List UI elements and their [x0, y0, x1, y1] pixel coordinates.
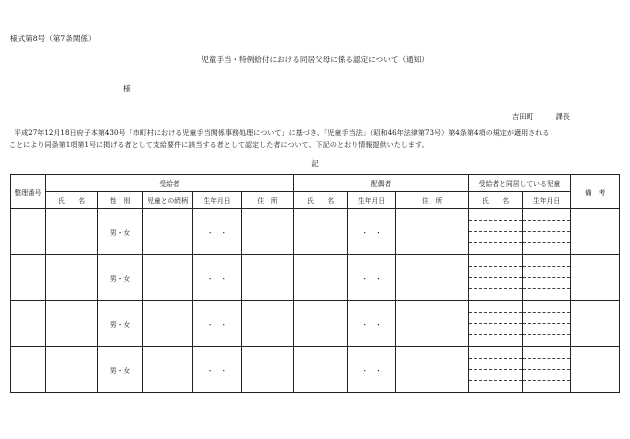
remarks-cell[interactable]: [571, 301, 620, 347]
subheader-spouse-name: 氏 名: [294, 192, 348, 209]
recipient-birth-cell[interactable]: ・ ・: [193, 255, 242, 301]
child-name-cell[interactable]: [469, 301, 523, 347]
header-recipient: 受給者: [46, 175, 294, 192]
subheader-child-birth: 生年月日: [523, 192, 571, 209]
recipient-address-cell[interactable]: [242, 301, 294, 347]
serial-cell[interactable]: [11, 347, 46, 393]
child-birth-cell[interactable]: [523, 347, 571, 393]
sender-town: 吉田町: [512, 112, 534, 121]
header-spouse: 配偶者: [294, 175, 469, 192]
header-child: 受給者と同居している児童: [469, 175, 571, 192]
subheader-recipient-relation: 児童との続柄: [143, 192, 193, 209]
header-serial: 整理番号: [11, 175, 46, 209]
body-line-2: ことにより同条第1項第1号に掲げる者として支給要件に該当する者として認定した者について、下記のとおり情報提供いたします。: [9, 140, 429, 149]
table-row: [11, 301, 620, 347]
recipient-address-cell[interactable]: [242, 255, 294, 301]
spouse-address-cell[interactable]: [396, 347, 469, 393]
recipient-birth-cell[interactable]: ・ ・: [193, 301, 242, 347]
spouse-name-cell[interactable]: [294, 301, 348, 347]
recipient-birth-cell[interactable]: ・ ・: [193, 347, 242, 393]
sender-title: 課長: [555, 112, 570, 121]
subheader-recipient-address: 住 所: [242, 192, 294, 209]
body-line-1: 平成27年12月18日府子本第430号「市町村における児童手当関係事務処理について」に基づき、「児童手当法」（昭和46年法律第73号）第4条第4項の規定が適用される: [14, 128, 550, 137]
recipient-name-cell[interactable]: [46, 347, 98, 393]
recipient-birth-cell[interactable]: ・ ・: [193, 209, 242, 255]
serial-cell[interactable]: [11, 301, 46, 347]
addressee-suffix: 様: [123, 84, 131, 93]
recipient-relation-cell[interactable]: [143, 255, 193, 301]
subheader-child-name: 氏 名: [469, 192, 523, 209]
notification-table: [10, 174, 620, 393]
spouse-name-cell[interactable]: [294, 347, 348, 393]
recipient-name-cell[interactable]: [46, 255, 98, 301]
child-birth-cell[interactable]: [523, 255, 571, 301]
recipient-sex-cell[interactable]: 男・女: [98, 209, 143, 255]
recipient-address-cell[interactable]: [242, 347, 294, 393]
recipient-address-cell[interactable]: [242, 209, 294, 255]
recipient-sex-cell[interactable]: 男・女: [98, 255, 143, 301]
subheader-recipient-birth: 生年月日: [193, 192, 242, 209]
recipient-name-cell[interactable]: [46, 301, 98, 347]
child-birth-cell[interactable]: [523, 301, 571, 347]
header-remarks: 備 考: [571, 175, 620, 209]
spouse-address-cell[interactable]: [396, 301, 469, 347]
recipient-sex-cell[interactable]: 男・女: [98, 347, 143, 393]
serial-cell[interactable]: [11, 209, 46, 255]
spouse-address-cell[interactable]: [396, 255, 469, 301]
child-name-cell[interactable]: [469, 255, 523, 301]
subheader-recipient-name: 氏 名: [46, 192, 98, 209]
recipient-name-cell[interactable]: [46, 209, 98, 255]
spouse-name-cell[interactable]: [294, 209, 348, 255]
spouse-birth-cell[interactable]: ・ ・: [348, 301, 396, 347]
serial-cell[interactable]: [11, 255, 46, 301]
table-row: [11, 255, 620, 301]
recipient-sex-cell[interactable]: 男・女: [98, 301, 143, 347]
ki-heading: 記: [311, 159, 319, 168]
subheader-spouse-birth: 生年月日: [348, 192, 396, 209]
spouse-birth-cell[interactable]: ・ ・: [348, 347, 396, 393]
remarks-cell[interactable]: [571, 209, 620, 255]
recipient-relation-cell[interactable]: [143, 347, 193, 393]
sender: [512, 113, 570, 120]
form-number: 様式第8号（第7条関係）: [10, 34, 96, 43]
document-title: 児童手当・特例給付における同居父母に係る認定について（通知）: [201, 55, 429, 64]
subheader-recipient-sex: 性 別: [98, 192, 143, 209]
child-birth-cell[interactable]: [523, 209, 571, 255]
spouse-name-cell[interactable]: [294, 255, 348, 301]
spouse-address-cell[interactable]: [396, 209, 469, 255]
spouse-birth-cell[interactable]: ・ ・: [348, 255, 396, 301]
remarks-cell[interactable]: [571, 347, 620, 393]
recipient-relation-cell[interactable]: [143, 301, 193, 347]
spouse-birth-cell[interactable]: ・ ・: [348, 209, 396, 255]
remarks-cell[interactable]: [571, 255, 620, 301]
subheader-spouse-address: 住 所: [396, 192, 469, 209]
table-row: [11, 209, 620, 255]
table-row: [11, 347, 620, 393]
child-name-cell[interactable]: [469, 347, 523, 393]
recipient-relation-cell[interactable]: [143, 209, 193, 255]
child-name-cell[interactable]: [469, 209, 523, 255]
